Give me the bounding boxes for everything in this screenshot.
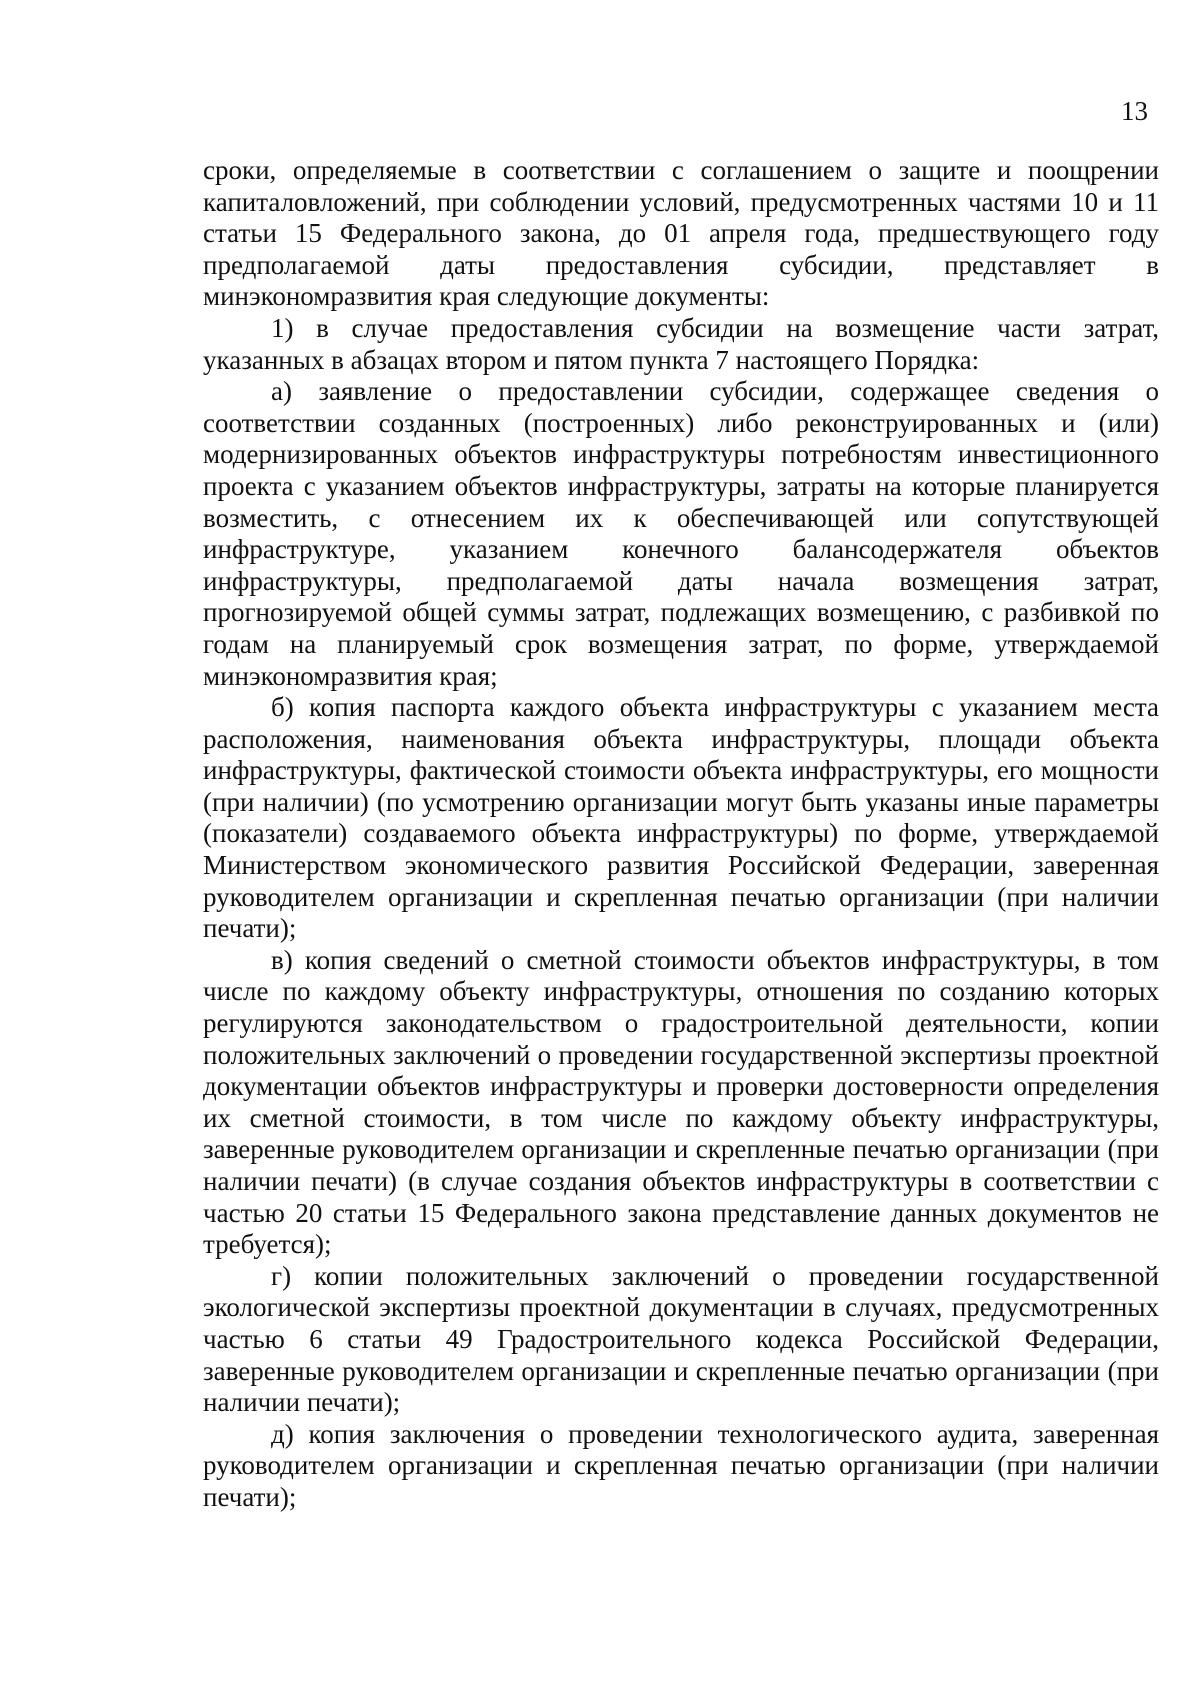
paragraph-subitem-d: д) копия заключения о проведении технологического аудита, заверенная руководителем организации и скрепленная печатью организации (при наличии печати);: [203, 1418, 1159, 1512]
paragraph-subitem-b: б) копия паспорта каждого объекта инфраструктуры с указанием места расположения, наименования объекта инфраструктуры, площади объекта инфраструктуры, фактической стоимости объекта инфраструктуры, его мощности (при наличии) (по усмотрению организации могут быть указаны иные параметры (показатели) создаваемого объекта инфраструктуры) по форме, утверждаемой Министерством экономического развития Российской Федерации, заверенная руководителем организации и скрепленная печатью организации (при наличии печати);: [203, 692, 1159, 944]
paragraph-subitem-v: в) копия сведений о сметной стоимости объектов инфраструктуры, в том числе по каждому объекту инфраструктуры, отношения по созданию которых регулируются законодательством о градостроительной деятельности, копии положительных заключений о проведении государственной экспертизы проектной документации объектов инфраструктуры и проверки достоверности определения их сметной стоимости, в том числе по каждому объекту инфраструктуры, заверенные руководителем организации и скрепленные печатью организации (при наличии печати) (в случае создания объектов инфраструктуры в соответствии с частью 20 статьи 15 Федерального закона представление данных документов не требуется);: [203, 944, 1159, 1260]
paragraph-item-1: 1) в случае предоставления субсидии на возмещение части затрат, указанных в абзацах втором и пятом пункта 7 настоящего Порядка:: [203, 312, 1159, 375]
paragraph-subitem-a: а) заявление о предоставлении субсидии, содержащее сведения о соответствии созданных (построенных) либо реконструированных и (или) модернизированных объектов инфраструктуры потребностям инвестиционного проекта с указанием объектов инфраструктуры, затраты на которые планируется возместить, с отнесением их к обеспечивающей или сопутствующей инфраструктуре, указанием конечного балансодержателя объектов инфраструктуры, предполагаемой даты начала возмещения затрат, прогнозируемой общей суммы затрат, подлежащих возмещению, с разбивкой по годам на планируемый срок возмещения затрат, по форме, утверждаемой минэкономразвития края;: [203, 376, 1159, 691]
document-body: [203, 155, 1159, 1514]
paragraph-subitem-g: г) копии положительных заключений о проведении государственной экологической экспертизы проектной документации в случаях, предусмотренных частью 6 статьи 49 Градостроительного кодекса Российской Федерации, заверенные руководителем организации и скрепленные печатью организации (при наличии печати);: [203, 1260, 1159, 1418]
paragraph-intro-continuation: сроки, определяемые в соответствии с соглашением о защите и поощрении капиталовложений, при соблюдении условий, предусмотренных частями 10 и 11 статьи 15 Федерального закона, до 01 апреля года, предшествующего году предполагаемой даты предоставления субсидии, представляет в минэкономразвития края следующие документы:: [203, 155, 1159, 312]
page-number: 13: [1121, 96, 1148, 126]
